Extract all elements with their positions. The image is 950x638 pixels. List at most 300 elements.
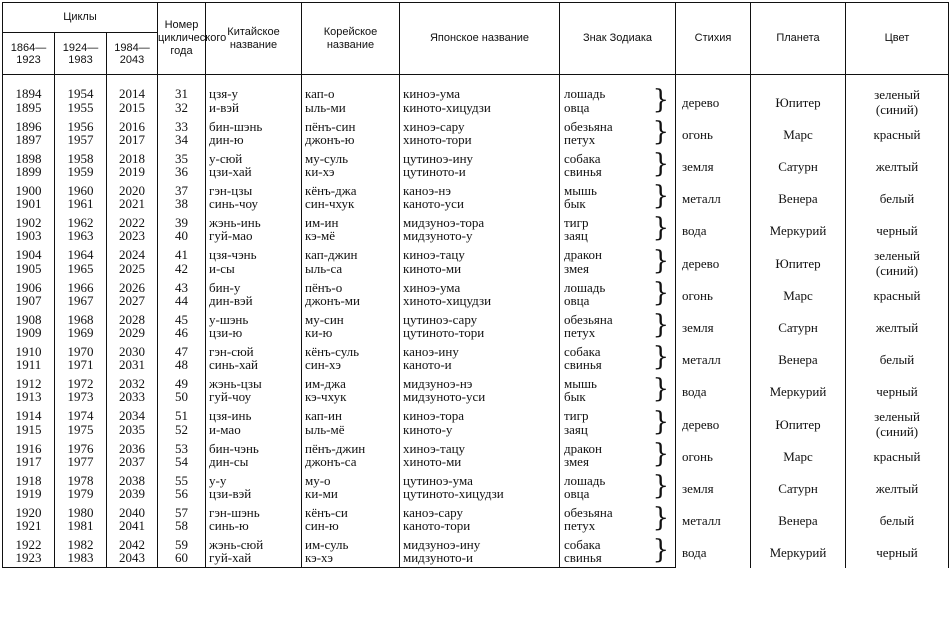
korean-name [302, 406, 400, 423]
japanese-name [400, 551, 560, 568]
japanese-name [400, 326, 560, 342]
korean-name [302, 551, 400, 568]
cycle-year-number-text: 51 [175, 408, 188, 423]
year-cycle-1-text: 1912 [15, 376, 42, 391]
table-row [3, 406, 949, 423]
year-cycle-2 [55, 551, 107, 568]
planet-cell: Венера [751, 503, 846, 535]
year-cycle-2 [55, 374, 107, 390]
year-cycle-2-text: 1954 [67, 86, 94, 101]
chinese-name [206, 197, 302, 213]
year-cycle-3 [107, 535, 158, 551]
color-cell [846, 342, 949, 374]
zodiac-sign-text: дракон [564, 247, 602, 262]
year-cycle-3-text: 2027 [119, 293, 145, 308]
zodiac-sign-text: овца [564, 293, 590, 308]
chinese-name [206, 487, 302, 503]
year-cycle-3 [107, 455, 158, 471]
chinese-name-text: цзя-чэнь [209, 247, 257, 262]
year-cycle-2 [55, 278, 107, 294]
year-cycle-1 [3, 117, 55, 133]
year-cycle-3-text: 2020 [119, 183, 145, 198]
chinese-name [206, 455, 302, 471]
year-cycle-2-text: 1978 [67, 473, 94, 488]
year-cycle-2-text: 1955 [67, 99, 94, 115]
year-cycle-3 [107, 487, 158, 503]
japanese-name [400, 278, 560, 294]
year-cycle-2-text: 1977 [67, 454, 94, 469]
year-cycle-3-text: 2026 [119, 280, 145, 295]
japanese-name [400, 471, 560, 487]
chinese-name [206, 294, 302, 310]
korean-name [302, 535, 400, 551]
year-cycle-1 [3, 326, 55, 342]
korean-name-text: ыль-ми [305, 99, 346, 115]
color-cell [846, 149, 949, 181]
year-cycle-1 [3, 455, 55, 471]
korean-name-text: син-хэ [305, 357, 341, 372]
chinese-name-text: синь-хай [209, 357, 258, 372]
color-cell [846, 439, 949, 471]
korean-name [302, 133, 400, 149]
cycle-year-number-text: 42 [175, 260, 188, 276]
year-cycle-2-text: 1961 [67, 196, 94, 211]
cycle-year-number-text: 60 [175, 550, 188, 565]
year-cycle-1 [3, 471, 55, 487]
color-cell [846, 535, 949, 568]
japanese-name-text: канотo-тори [403, 518, 471, 533]
pair-brace: } [652, 245, 669, 276]
year-cycle-3 [107, 101, 158, 117]
year-cycle-3 [107, 358, 158, 374]
japanese-name-text: цутиноэ-ину [403, 151, 474, 166]
year-cycle-1-text: 1902 [15, 215, 42, 230]
year-cycle-1 [3, 551, 55, 568]
year-cycle-2-text: 1958 [67, 151, 94, 166]
year-cycle-1-text: 1918 [15, 473, 42, 488]
korean-header: Корейское название [302, 3, 400, 75]
cycle-year-number [158, 423, 206, 440]
element-cell: металл [676, 342, 751, 374]
chinese-name [206, 310, 302, 326]
year-cycle-2-text: 1971 [67, 357, 94, 372]
chinese-name-text: дин-сы [209, 454, 249, 469]
year-cycle-2-text: 1974 [67, 408, 94, 423]
japanese-name [400, 75, 560, 101]
chinese-name [206, 165, 302, 181]
color-header: Цвет [846, 3, 949, 75]
year-cycle-2 [55, 229, 107, 245]
chinese-name [206, 278, 302, 294]
color-secondary: (синий) [875, 424, 919, 439]
korean-name-text: му-суль [305, 151, 348, 166]
year-cycle-1-text: 1897 [15, 132, 42, 147]
color-cell [846, 310, 949, 342]
year-cycle-2-text: 1957 [67, 132, 94, 147]
chinese-name-text: цзи-вэй [209, 486, 252, 501]
year-cycle-2 [55, 213, 107, 229]
year-cycle-1-text: 1921 [15, 518, 42, 533]
cycle-year-number [158, 229, 206, 245]
pair-brace: } [652, 278, 669, 308]
year-cycle-1 [3, 165, 55, 181]
chinese-name-text: у-сюй [209, 151, 243, 166]
year-cycle-2-text: 1976 [67, 441, 94, 456]
planet-cell: Юпитер [751, 245, 846, 278]
year-cycle-3-text: 2028 [119, 312, 145, 327]
zodiac-sign-text: лошадь [564, 473, 606, 488]
planet-cell: Венера [751, 342, 846, 374]
zodiac-sign-text: обезьяна [564, 119, 613, 134]
korean-name-text: син-чхук [305, 196, 355, 211]
japanese-name-text: цутиноэ-ума [403, 473, 473, 488]
planet-cell: Марс [751, 278, 846, 310]
year-cycle-2 [55, 133, 107, 149]
year-cycle-2 [55, 471, 107, 487]
cycle-year-number [158, 165, 206, 181]
year-cycle-2-text: 1959 [67, 164, 94, 179]
year-cycle-2-text: 1980 [67, 505, 94, 520]
cycle-year-number-text: 33 [175, 119, 188, 134]
korean-name-text: кэ-хэ [305, 550, 333, 565]
year-cycle-1 [3, 487, 55, 503]
element-cell: вода [676, 374, 751, 406]
planet-cell: Юпитер [751, 75, 846, 118]
chinese-name-text: жэнь-цзы [209, 376, 262, 391]
zodiac-sign-text: свинья [564, 164, 602, 179]
chinese-name [206, 439, 302, 455]
year-cycle-2-text: 1970 [67, 344, 94, 359]
pair-brace: } [652, 310, 669, 340]
chinese-name [206, 117, 302, 133]
year-cycle-1-text: 1922 [15, 537, 42, 552]
year-cycle-3 [107, 278, 158, 294]
planet-cell: Сатурн [751, 149, 846, 181]
color-primary: зеленый [874, 248, 920, 263]
year-cycle-1 [3, 101, 55, 117]
korean-name-text: пёнъ-о [305, 280, 343, 295]
table-row [3, 181, 949, 197]
japanese-name [400, 165, 560, 181]
korean-name-text: им-джа [305, 376, 346, 391]
year-cycle-2 [55, 503, 107, 519]
chinese-name-text: у-у [209, 473, 227, 488]
year-cycle-1 [3, 213, 55, 229]
chinese-name-text: цзя-у [209, 86, 239, 101]
element-header: Стихия [676, 3, 751, 75]
chinese-name [206, 519, 302, 535]
chinese-name-text: и-сы [209, 260, 235, 276]
year-cycle-1 [3, 310, 55, 326]
chinese-name [206, 374, 302, 390]
year-cycle-2-text: 1979 [67, 486, 94, 501]
year-cycle-1-text: 1920 [15, 505, 42, 520]
cycle-year-number-text: 54 [175, 454, 188, 469]
year-cycle-1 [3, 423, 55, 440]
chinese-name [206, 423, 302, 440]
year-cycle-3-text: 2024 [119, 247, 145, 262]
year-cycle-3 [107, 310, 158, 326]
year-cycle-2-text: 1981 [67, 518, 94, 533]
pair-brace: } [652, 535, 669, 565]
pair-brace: } [652, 149, 669, 179]
year-cycle-2 [55, 455, 107, 471]
zodiac-sign-text: свинья [564, 550, 602, 565]
chinese-name-text: жэнь-инь [209, 215, 261, 230]
japanese-name [400, 310, 560, 326]
cycle-year-number-text: 38 [175, 196, 188, 211]
japanese-name [400, 358, 560, 374]
japanese-name-text: киноэ-тацу [403, 247, 465, 262]
year-cycle-3 [107, 342, 158, 358]
year-cycle-2-text: 1973 [67, 389, 94, 404]
chinese-name [206, 262, 302, 279]
chinese-name-text: синь-ю [209, 518, 249, 533]
year-cycle-3-text: 2025 [119, 260, 145, 276]
year-cycle-3-text: 2018 [119, 151, 145, 166]
cycle-year-number-text: 56 [175, 486, 188, 501]
year-cycle-1-text: 1917 [15, 454, 42, 469]
color-cell [846, 374, 949, 406]
chinese-name-text: гэн-шэнь [209, 505, 260, 520]
color-primary: желтый [875, 159, 919, 174]
year-cycle-3-text: 2040 [119, 505, 145, 520]
year-cycle-1-text: 1894 [15, 86, 42, 101]
color-primary: красный [873, 449, 921, 464]
japanese-name-text: хиното-хицудзи [403, 293, 492, 308]
year-cycle-2 [55, 310, 107, 326]
year-cycle-2-text: 1975 [67, 421, 94, 437]
element-cell: земля [676, 149, 751, 181]
pair-brace: } [652, 84, 669, 115]
year-cycle-3 [107, 503, 158, 519]
cycle-year-number [158, 181, 206, 197]
zodiac-sign-text: бык [564, 389, 586, 404]
chinese-name-text: дин-ю [209, 132, 244, 147]
korean-name [302, 294, 400, 310]
japanese-name-text: киното-ми [403, 260, 462, 276]
color-primary: белый [879, 352, 915, 367]
japanese-name-text: цутиното-тори [403, 325, 485, 340]
cycle-year-number [158, 310, 206, 326]
year-cycle-1-text: 1914 [15, 408, 42, 423]
table-row [3, 374, 949, 390]
year-cycle-2 [55, 197, 107, 213]
japanese-name-text: хиноэ-ума [403, 280, 461, 295]
cycle-year-number-text: 58 [175, 518, 188, 533]
year-number-header: Номер циклического года [158, 3, 206, 75]
cycle-year-number-text: 50 [175, 389, 188, 404]
year-cycle-2-text: 1962 [67, 215, 94, 230]
cycle-year-number-text: 59 [175, 537, 188, 552]
year-cycle-3-text: 2022 [119, 215, 145, 230]
korean-name-text: кап-ин [305, 408, 342, 423]
year-cycle-1-text: 1907 [15, 293, 42, 308]
zodiac-sign-text: заяц [564, 421, 588, 437]
year-cycle-1-text: 1911 [15, 357, 42, 372]
pair-brace: } [652, 439, 669, 469]
chinese-name-text: бин-шэнь [209, 119, 263, 134]
planet-header: Планета [751, 3, 846, 75]
year-cycle-2-text: 1963 [67, 228, 94, 243]
year-cycle-1 [3, 149, 55, 165]
chinese-name [206, 551, 302, 568]
zodiac-sign-text: лошадь [564, 280, 606, 295]
year-cycle-1-text: 1909 [15, 325, 42, 340]
korean-name [302, 181, 400, 197]
cycle-year-number [158, 149, 206, 165]
year-cycle-3-text: 2039 [119, 486, 145, 501]
planet-cell: Сатурн [751, 471, 846, 503]
japanese-header: Японское название [400, 3, 560, 75]
zodiac-sign-text: бык [564, 196, 586, 211]
cycle-year-number [158, 326, 206, 342]
year-cycle-3-text: 2038 [119, 473, 145, 488]
korean-name [302, 197, 400, 213]
cycle-1-header: 1864—1923 [3, 33, 55, 75]
year-cycle-3 [107, 423, 158, 440]
cycle-year-number [158, 374, 206, 390]
korean-name-text: кёнъ-суль [305, 344, 360, 359]
japanese-name-text: каноэ-сару [403, 505, 463, 520]
year-cycle-2 [55, 262, 107, 279]
chinese-name-text: гуй-хай [209, 550, 252, 565]
year-cycle-3 [107, 294, 158, 310]
korean-name-text: кёнъ-си [305, 505, 348, 520]
year-cycle-3 [107, 390, 158, 406]
color-primary: желтый [875, 320, 919, 335]
zodiac-sign-text: собака [564, 537, 601, 552]
year-cycle-2-text: 1968 [67, 312, 94, 327]
cycle-year-number-text: 43 [175, 280, 188, 295]
pair-brace: } [652, 181, 669, 211]
table-row [3, 75, 949, 101]
korean-name-text: ыль-мё [305, 421, 345, 437]
korean-name-text: пёнъ-джин [305, 441, 366, 456]
japanese-name [400, 262, 560, 279]
year-cycle-2 [55, 165, 107, 181]
japanese-name-text: киното-хицудзи [403, 99, 491, 115]
cycle-year-number-text: 41 [175, 247, 188, 262]
color-cell [846, 278, 949, 310]
zodiac-sign-text: мышь [564, 376, 597, 391]
chinese-name [206, 406, 302, 423]
year-cycle-3 [107, 181, 158, 197]
year-cycle-2-text: 1967 [67, 293, 94, 308]
color-primary: белый [879, 191, 915, 206]
japanese-name [400, 503, 560, 519]
year-cycle-1 [3, 342, 55, 358]
zodiac-sign-text: змея [564, 260, 589, 276]
korean-name-text: кэ-чхук [305, 389, 347, 404]
cycle-year-number-text: 36 [175, 164, 188, 179]
year-cycle-3-text: 2016 [119, 119, 145, 134]
year-cycle-1 [3, 181, 55, 197]
color-primary: зеленый [874, 409, 920, 424]
year-cycle-2 [55, 358, 107, 374]
year-cycle-3-text: 2017 [119, 132, 145, 147]
chinese-name [206, 133, 302, 149]
korean-name [302, 358, 400, 374]
element-cell: дерево [676, 75, 751, 118]
color-primary: красный [873, 127, 921, 142]
table-row [3, 503, 949, 519]
year-cycle-1-text: 1901 [15, 196, 42, 211]
chinese-name [206, 342, 302, 358]
year-cycle-1 [3, 133, 55, 149]
year-cycle-1-text: 1899 [15, 164, 42, 179]
korean-name-text: джонъ-ми [305, 293, 360, 308]
year-cycle-3 [107, 519, 158, 535]
element-cell: дерево [676, 406, 751, 439]
zodiac-sign-text: петух [564, 325, 596, 340]
pair-brace: } [652, 503, 669, 533]
element-cell: металл [676, 503, 751, 535]
year-cycle-1 [3, 406, 55, 423]
year-cycle-2 [55, 149, 107, 165]
pair-brace: } [652, 213, 669, 243]
year-cycle-2-text: 1972 [67, 376, 94, 391]
year-cycle-3-text: 2014 [119, 86, 145, 101]
year-cycle-1 [3, 278, 55, 294]
korean-name-text: джонъ-ю [305, 132, 355, 147]
cycle-year-number [158, 455, 206, 471]
color-secondary: (синий) [875, 263, 919, 278]
year-cycle-3 [107, 374, 158, 390]
table-row [3, 535, 949, 551]
year-cycle-2 [55, 245, 107, 262]
zodiac-sign-text: обезьяна [564, 312, 613, 327]
table-row [3, 245, 949, 262]
cycle-year-number-text: 37 [175, 183, 188, 198]
year-cycle-3 [107, 326, 158, 342]
year-cycle-2 [55, 326, 107, 342]
year-cycle-3 [107, 213, 158, 229]
japanese-name-text: хиното-ми [403, 454, 462, 469]
year-cycle-2 [55, 423, 107, 440]
chinese-name [206, 358, 302, 374]
year-cycle-2 [55, 390, 107, 406]
year-cycle-3 [107, 406, 158, 423]
color-cell [846, 503, 949, 535]
chinese-header: Китайское название [206, 3, 302, 75]
year-cycle-3 [107, 75, 158, 101]
cycle-year-number [158, 358, 206, 374]
color-primary: белый [879, 513, 915, 528]
year-cycle-2 [55, 535, 107, 551]
korean-name-text: ки-ми [305, 486, 338, 501]
table-row [3, 342, 949, 358]
korean-name [302, 262, 400, 279]
year-cycle-3-text: 2034 [119, 408, 145, 423]
year-cycle-3 [107, 551, 158, 568]
japanese-name [400, 519, 560, 535]
chinese-name-text: и-вэй [209, 99, 239, 115]
chinese-name [206, 181, 302, 197]
year-cycle-1-text: 1903 [15, 228, 42, 243]
cycle-year-number [158, 262, 206, 279]
cycle-year-number-text: 45 [175, 312, 188, 327]
year-cycle-1 [3, 294, 55, 310]
cycle-year-number [158, 519, 206, 535]
japanese-name [400, 181, 560, 197]
color-primary: черный [876, 545, 918, 561]
japanese-name-text: киноэ-ума [403, 86, 461, 101]
year-cycle-3-text: 2030 [119, 344, 145, 359]
chinese-name-text: цзи-ю [209, 325, 243, 340]
japanese-name-text: мидзуноэ-тора [403, 215, 485, 230]
japanese-name [400, 535, 560, 551]
